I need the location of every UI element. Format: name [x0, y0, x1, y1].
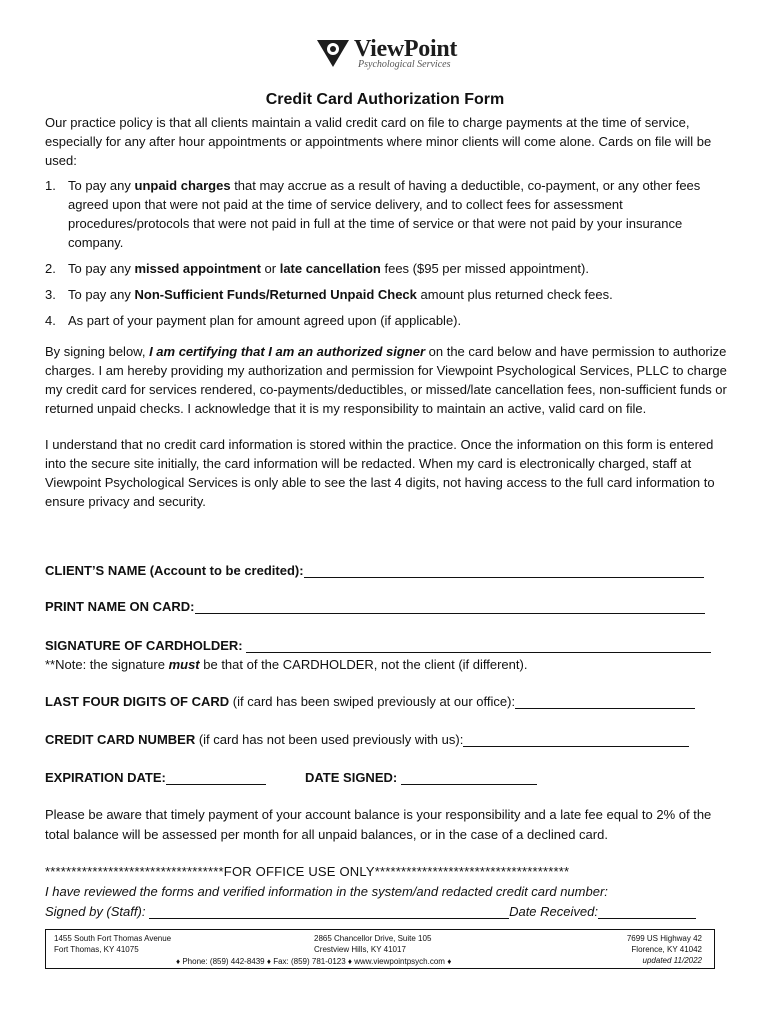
last-four-note: (if card has been swiped previously at our office):	[229, 694, 516, 709]
card-number-note: (if card has not been used previously with us):	[195, 732, 464, 747]
logo-name: ViewPoint	[354, 36, 458, 62]
card-uses-list	[45, 176, 735, 330]
staff-signature-line[interactable]	[149, 904, 509, 919]
footer-updated: updated 11/2022	[642, 956, 702, 965]
note-text: be that of the CARDHOLDER, not the client (if different).	[199, 657, 528, 672]
print-name-input-line[interactable]	[195, 599, 705, 614]
card-number-label: CREDIT CARD NUMBER	[45, 732, 196, 747]
client-name-field	[45, 563, 704, 578]
list-text: To pay any	[68, 287, 135, 302]
list-bold: Non-Sufficient Funds/Returned Unpaid Check	[134, 287, 417, 302]
list-number: 3.	[45, 287, 56, 302]
diamond-icon: ♦	[347, 957, 353, 966]
footer-address-florence	[627, 933, 702, 966]
list-number: 1.	[45, 178, 56, 193]
last-four-field	[45, 694, 695, 709]
last-four-input-line[interactable]	[515, 694, 695, 709]
staff-signed-label: Signed by (Staff):	[45, 904, 146, 919]
card-number-input-line[interactable]	[463, 732, 689, 747]
footer-text: 7699 US Highway 42	[626, 934, 702, 943]
list-bold: late cancellation	[279, 261, 381, 276]
footer-phone: Phone: (859) 442-8439	[182, 957, 265, 966]
diamond-icon: ♦	[447, 957, 452, 966]
address-footer	[45, 929, 715, 969]
list-number: 2.	[45, 261, 56, 276]
footer-contact	[176, 956, 451, 967]
office-use-section	[45, 862, 735, 922]
expiration-field	[45, 770, 266, 785]
diamond-icon: ♦	[176, 957, 181, 966]
client-name-input-line[interactable]	[304, 563, 704, 578]
footer-address-fort-thomas	[54, 933, 171, 955]
list-item	[45, 259, 735, 278]
diamond-icon: ♦	[266, 957, 271, 966]
signature-note	[45, 657, 527, 672]
list-text: amount plus returned check fees.	[416, 287, 613, 302]
footer-text: 2865 Chancellor Drive, Suite 105	[314, 934, 432, 943]
list-bold: unpaid charges	[134, 178, 231, 193]
footer-text: Florence, KY 41042	[631, 945, 702, 954]
footer-text: 1455 South Fort Thomas Avenue	[54, 934, 172, 943]
certify-text: By signing below,	[45, 344, 150, 359]
list-text: To pay any	[68, 178, 135, 193]
footer-address-crestview	[314, 933, 431, 955]
certify-text: on the card below and have permission to authorize charges. I am hereby providing my authorization and permission for Viewpoint Psychological Services, PLLC to charge my credit card for services rendered, co-payments/deductibles, or missed/late cancellation fees, non-sufficient funds or returned unpaid checks. I acknowledge that it is my responsibility to maintain an active, valid card on file.	[45, 344, 727, 416]
office-reviewed-text: I have reviewed the forms and verified information in the system/and redacted credit card number:	[45, 884, 608, 899]
office-signature-row	[45, 902, 735, 922]
note-emphasis: must	[168, 657, 200, 672]
date-signed-label: DATE SIGNED:	[305, 770, 398, 785]
list-text: As part of your payment plan for amount agreed upon (if applicable).	[68, 313, 462, 328]
certify-paragraph	[45, 342, 735, 418]
date-received-label: Date Received:	[509, 904, 598, 919]
policy-intro: Our practice policy is that all clients maintain a valid credit card on file to charge payments at the time of service, especially for any after hour appointments or appointments where minor clients will come alone. Cards on file will be used:	[45, 115, 712, 168]
certify-emphasis: I am certifying that I am an authorized signer	[149, 344, 426, 359]
note-text: **Note: the signature	[45, 657, 169, 672]
office-use-header: **********************************FOR OFFICE USE ONLY*************************************	[45, 864, 570, 879]
expiration-label: EXPIRATION DATE:	[45, 770, 166, 785]
list-item	[45, 176, 735, 252]
list-number: 4.	[45, 313, 56, 328]
logo-subtitle: Psychological Services	[358, 59, 451, 70]
print-name-label: PRINT NAME ON CARD:	[45, 599, 195, 614]
list-bold: missed appointment	[134, 261, 261, 276]
footer-text: Crestview Hills, KY 41017	[314, 945, 406, 954]
privacy-paragraph: I understand that no credit card information is stored within the practice. Once the information on this form is entered into the secure site initially, the card information will be redacted. When my card is electronically charged, staff at Viewpoint Psychological Services is only able to see the last 4 digits, not having access to the full card information to ensure privacy and security.	[45, 437, 715, 509]
list-item	[45, 285, 735, 304]
card-number-field	[45, 732, 689, 747]
footer-fax: Fax: (859) 781-0123	[273, 957, 346, 966]
viewpoint-logo-icon	[316, 38, 350, 68]
policy-body	[45, 113, 735, 511]
signature-field	[45, 638, 711, 653]
list-text: fees ($95 per missed appointment).	[380, 261, 589, 276]
list-item	[45, 311, 735, 330]
last-four-label: LAST FOUR DIGITS OF CARD	[45, 694, 230, 709]
date-received-line[interactable]	[598, 904, 696, 919]
footer-text: Fort Thomas, KY 41075	[54, 945, 139, 954]
print-name-field	[45, 599, 705, 614]
expiration-input-line[interactable]	[166, 770, 266, 785]
signature-label: SIGNATURE OF CARDHOLDER:	[45, 638, 243, 653]
form-title: Credit Card Authorization Form	[265, 91, 505, 108]
late-fee-notice: Please be aware that timely payment of your account balance is your responsibility and a late fee equal to 2% of the total balance will be assessed per month for all unpaid balances, or in the case of a declined card.	[45, 807, 712, 842]
client-name-label: CLIENT’S NAME (Account to be credited):	[45, 563, 304, 578]
footer-website[interactable]: www.viewpointpsych.com	[354, 957, 445, 966]
list-text: that may accrue as a result of having a deductible, co-payment, or any other fees agreed upon that were not paid at the time of service delivery, and to collect fees for assessment procedures/protocols that were not paid in full at the time of service or that were not paid by your insurance company.	[68, 178, 701, 250]
date-signed-field	[305, 770, 537, 785]
list-text: To pay any	[68, 261, 135, 276]
viewpoint-logo	[316, 36, 456, 72]
signature-input-line[interactable]	[246, 638, 711, 653]
date-signed-input-line[interactable]	[401, 770, 537, 785]
list-text: or	[260, 261, 280, 276]
